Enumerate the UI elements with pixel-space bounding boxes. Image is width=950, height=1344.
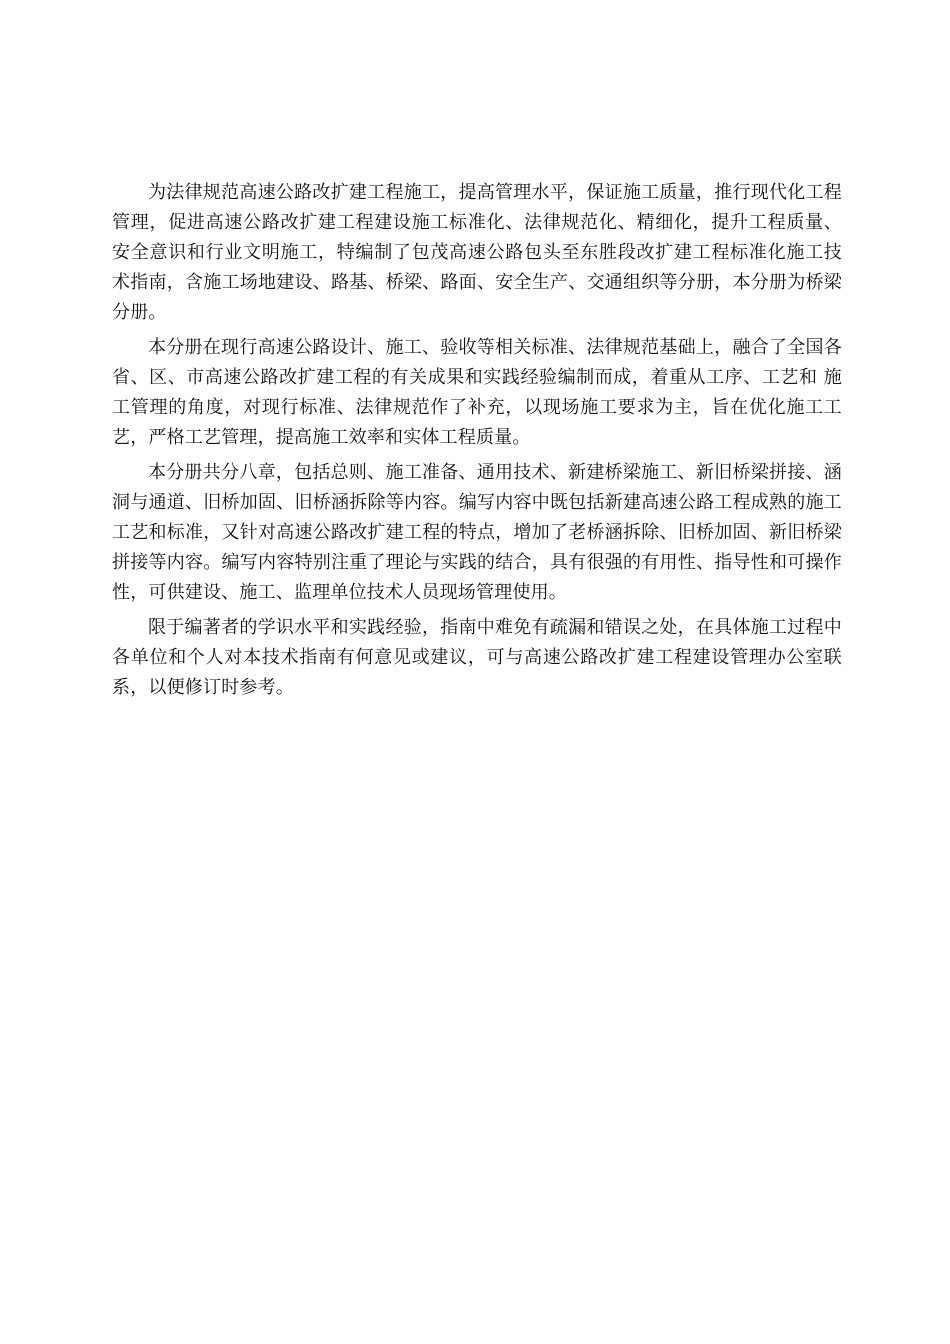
paragraph-purpose: 为法律规范高速公路改扩建工程施工，提高管理水平，保证施工质量，推行现代化工程管理，促进高速公路改扩建工程建设施工标准化、法律规范化、精细化，提升工程质量、 安全意识和行业文明施工，特编制了包茂高速公路包头至东胜段改扩建工程标准化施工技 术指南，含施工场地建设、路基、桥梁、路面、安全生产、交通组织等分册，本分册为桥梁 分册。 (112, 182, 842, 323)
paragraph-contents: 本分册共分八章，包括总则、施工准备、通用技术、新建桥梁施工、新旧桥梁拼接、涵洞与通道、旧桥加固、旧桥涵拆除等内容。编写内容中既包括新建高速公路工程成熟的施工工艺和标准，又针对高速公路改扩建工程的特点，增加了老桥涵拆除、旧桥加固、新旧桥梁拼接等内容。编写内容特别注重了理论与实践的结合，具有很强的有用性、指导性和可操作性，可供建设、施工、监理单位技术人员现场管理使用。 (112, 462, 842, 603)
paragraph-basis: 本分册在现行高速公路设计、施工、验收等相关标准、法律规范基础上，融合了全国各 省、区、市高速公路改扩建工程的有关成果和实践经验编制而成，着重从工序、工艺和 施工管理的角度，对现行标准、法律规范作了补充，以现场施工要求为主，旨在优化施工工 艺，严格工艺管理，提高施工效率和实体工程质量。 (112, 337, 842, 448)
document-body (112, 178, 842, 708)
paragraph-feedback: 限于编著者的学识水平和实践经验，指南中难免有疏漏和错误之处，在具体施工过程中各单位和个人对本技术指南有何意见或建议，可与高速公路改扩建工程建设管理办公室联系，以便修订时参考。 (112, 617, 842, 698)
